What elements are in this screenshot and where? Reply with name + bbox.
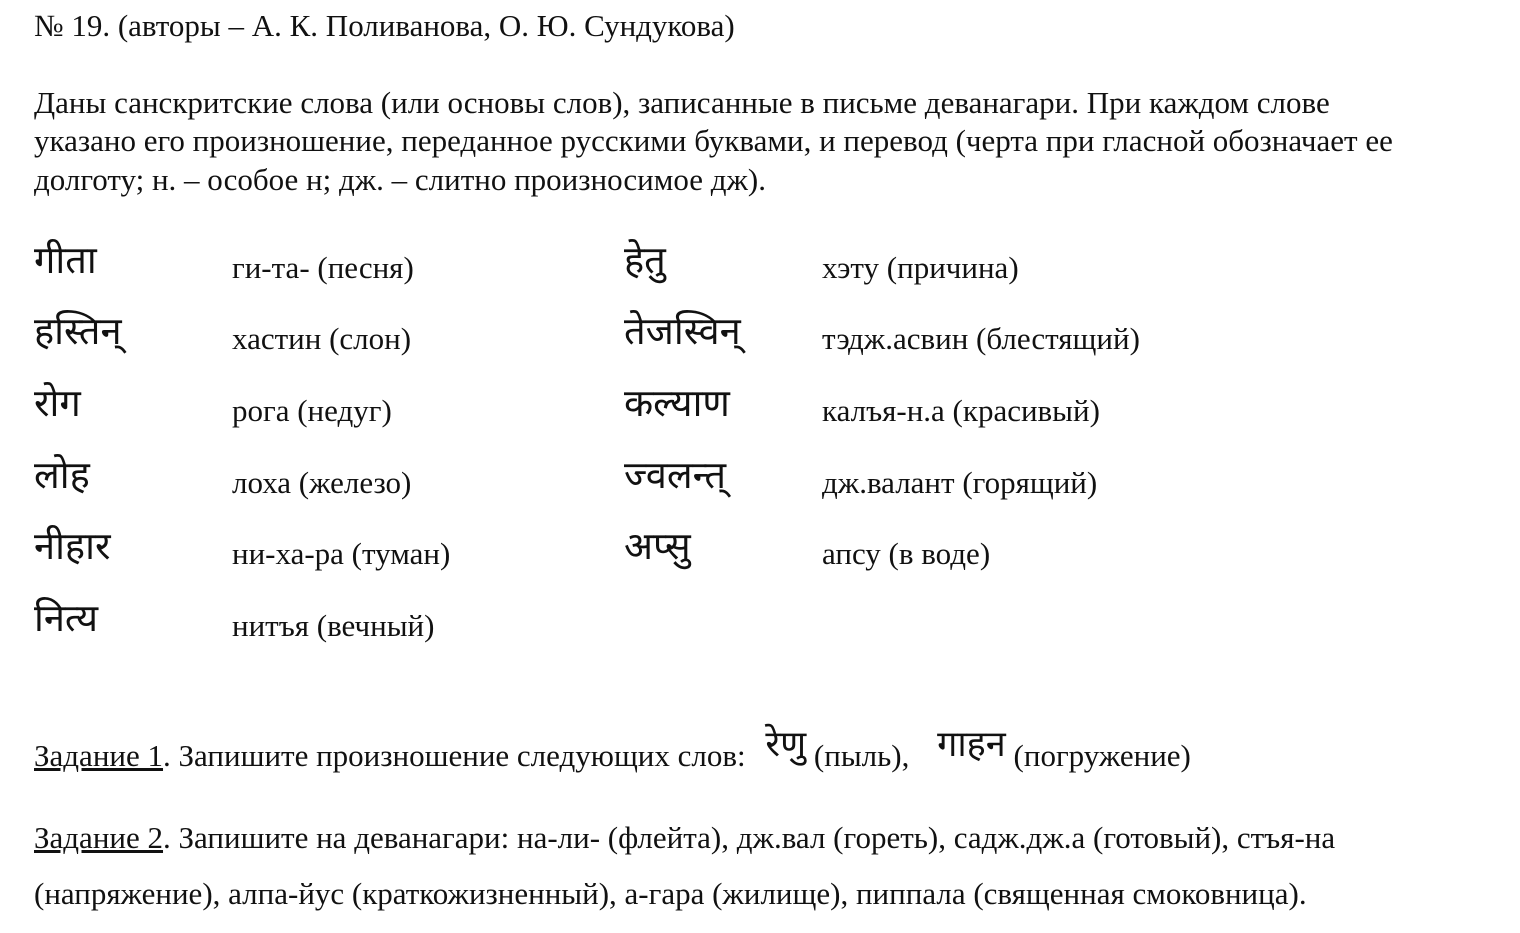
word-gloss: хэту (причина) bbox=[822, 250, 1019, 285]
word-gloss: апсу (в воде) bbox=[822, 536, 991, 571]
word-gloss: нитъя (вечный) bbox=[232, 608, 435, 643]
word-gloss: дж.валант (горящий) bbox=[822, 465, 1098, 500]
devanagari-word: हस्तिन् bbox=[34, 309, 122, 353]
devanagari-word: हेतु bbox=[624, 238, 666, 282]
task-1-word-2: गाहन bbox=[937, 724, 1006, 765]
word-gloss: хастин (слон) bbox=[232, 321, 412, 356]
devanagari-word: ज्वलन्त् bbox=[624, 453, 726, 497]
word-gloss: рога (недуг) bbox=[232, 393, 392, 428]
task-2 bbox=[34, 818, 1335, 858]
intro-line-3: долготу; н. – особое н; дж. – слитно произносимое дж). bbox=[34, 162, 766, 197]
devanagari-word: रोग bbox=[34, 381, 81, 425]
task-1-gloss-1: (пыль), bbox=[806, 738, 918, 773]
devanagari-word: तेजस्विन् bbox=[624, 309, 741, 353]
task-2-continued: (напряжение), алпа-йус (краткожизненный), а-гара (жилище), пиппала (священная смоковница). bbox=[34, 876, 1307, 911]
intro-line-2: указано его произношение, переданное русскими буквами, и перевод (черта при гласной обозначает ее bbox=[34, 123, 1393, 158]
task-2-text-line-1: . Запишите на деванагари: на-ли- (флейта), дж.вал (гореть), садж.дж.а (готовый), стъя-на bbox=[163, 820, 1336, 855]
word-gloss: тэдж.асвин (блестящий) bbox=[822, 321, 1140, 356]
task-1-text: . Запишите произношение следующих слов: bbox=[163, 738, 754, 773]
devanagari-word: नित्य bbox=[34, 596, 98, 640]
intro-line-1: Даны санскритские слова (или основы слов), записанные в письме деванагари. При каждом слове bbox=[34, 85, 1330, 120]
devanagari-word: नीहार bbox=[34, 524, 111, 568]
word-gloss: лоха (железо) bbox=[232, 465, 412, 500]
devanagari-word: अप्सु bbox=[624, 524, 691, 568]
devanagari-word: लोह bbox=[34, 453, 90, 497]
word-gloss: калъя-н.а (красивый) bbox=[822, 393, 1100, 428]
word-gloss: ни-ха-ра (туман) bbox=[232, 536, 451, 571]
task-1-word-1: रेणु bbox=[765, 724, 807, 765]
devanagari-word: कल्याण bbox=[624, 381, 730, 425]
word-gloss: ги-та- (песня) bbox=[232, 250, 414, 285]
devanagari-word: गीता bbox=[34, 238, 97, 282]
task-1 bbox=[34, 724, 1191, 776]
task-1-gloss-2: (погружение) bbox=[1005, 738, 1191, 773]
problem-header: № 19. (авторы – А. К. Поливанова, О. Ю. Сундукова) bbox=[34, 8, 735, 43]
task-1-label: Задание 1 bbox=[34, 738, 164, 773]
task-2-label: Задание 2 bbox=[34, 820, 164, 855]
